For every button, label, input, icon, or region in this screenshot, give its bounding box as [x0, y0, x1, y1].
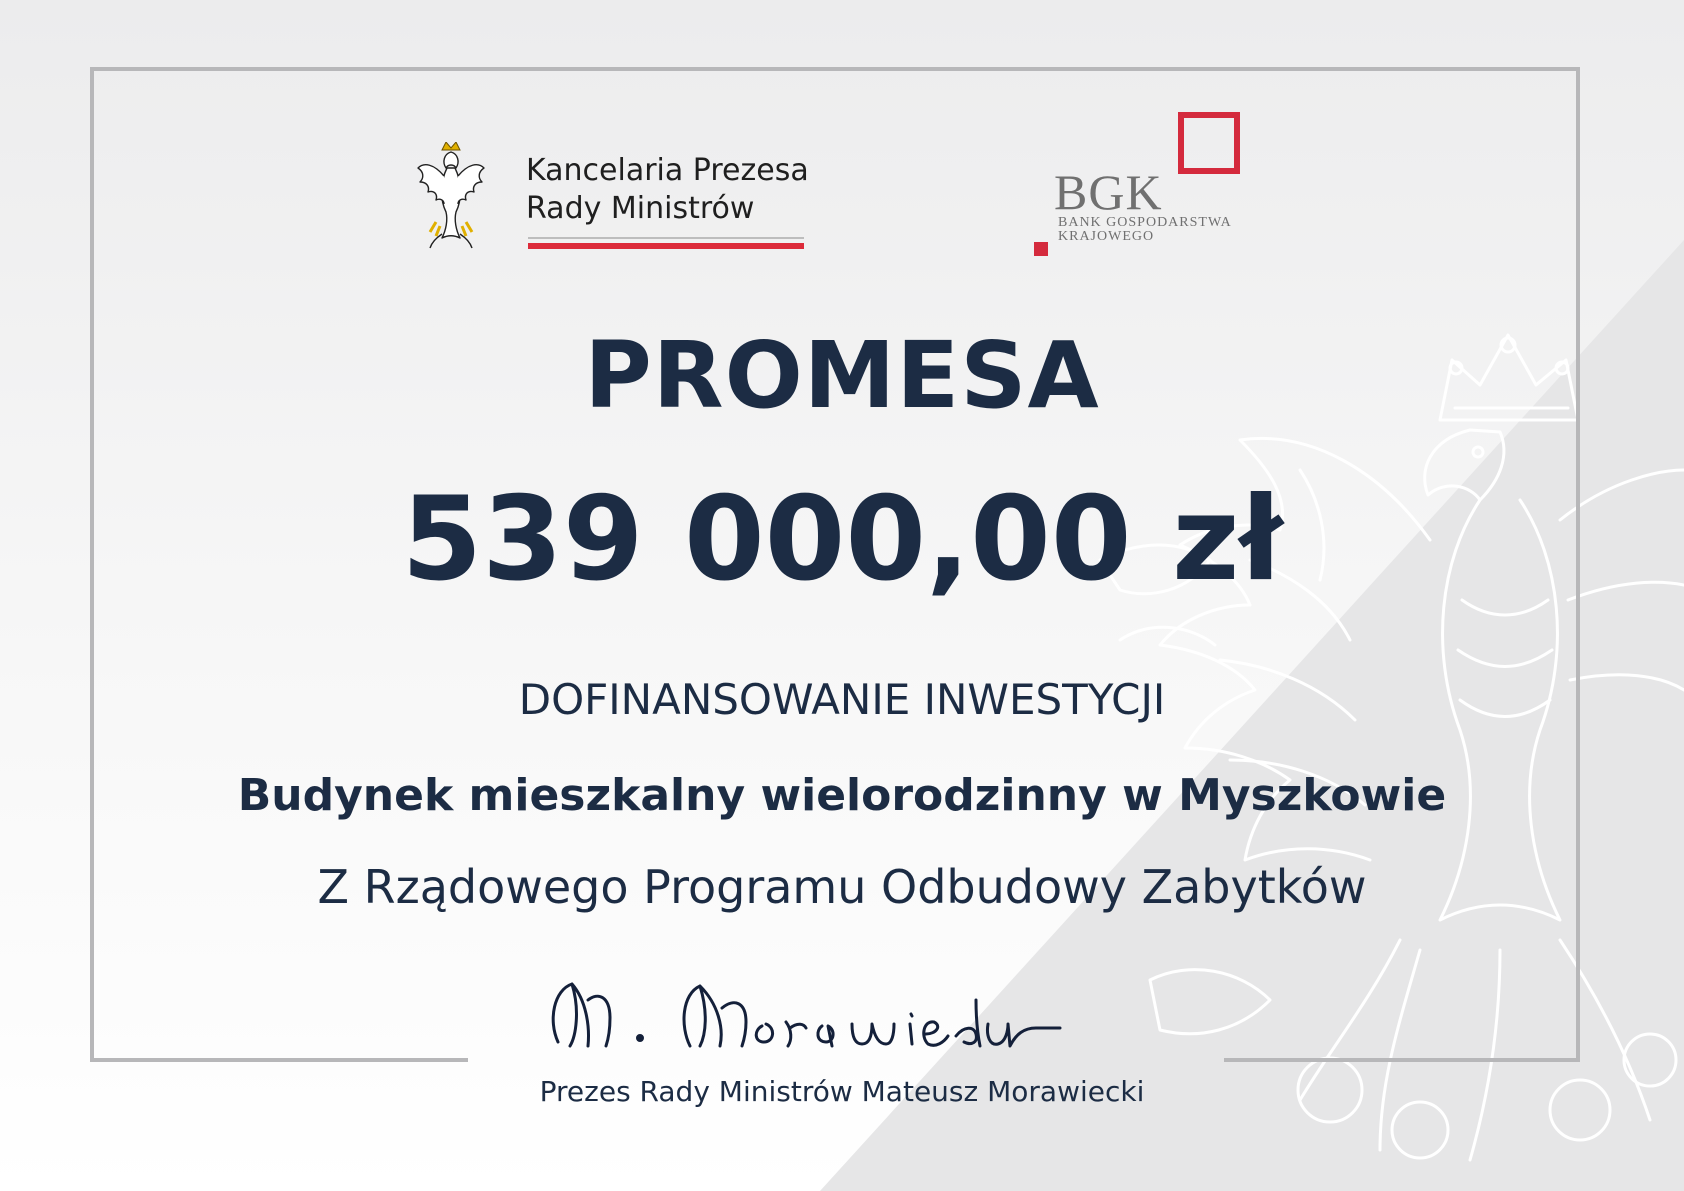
frame-bottom-left-border — [90, 1058, 468, 1062]
kprm-name — [526, 152, 809, 228]
kprm-name-line1: Kancelaria Prezesa — [526, 153, 809, 188]
bgk-fullname-line2: KRAJOWEGO — [1058, 229, 1155, 244]
frame-bottom-right-border — [1224, 1058, 1580, 1062]
bgk-small-square — [1034, 242, 1048, 256]
bgk-fullname — [1058, 216, 1232, 244]
program-name: Z Rządowego Programu Odbudowy Zabytków — [317, 860, 1367, 914]
funding-subtitle: DOFINANSOWANIE INWESTYCJI — [518, 675, 1166, 724]
promise-amount: 539 000,00 zł — [401, 472, 1283, 607]
kprm-grey-line — [528, 237, 804, 239]
bgk-logo — [1030, 112, 1240, 262]
frame-top-border — [90, 67, 1580, 71]
bgk-letters: BGK — [1054, 164, 1163, 220]
kprm-red-line — [528, 243, 804, 249]
kprm-logo — [416, 142, 816, 254]
bgk-fullname-line1: BANK GOSPODARSTWA — [1058, 215, 1232, 230]
bgk-square-outline — [1178, 112, 1240, 174]
document-title: PROMESA — [584, 322, 1100, 429]
handwritten-signature — [540, 970, 1140, 1070]
kprm-name-line2: Rady Ministrów — [526, 191, 755, 226]
white-eagle-emblem-icon — [416, 142, 486, 250]
project-name: Budynek mieszkalny wielorodzinny w Myszkowie — [237, 770, 1447, 821]
signer-caption: Prezes Rady Ministrów Mateusz Morawiecki — [539, 1075, 1145, 1108]
